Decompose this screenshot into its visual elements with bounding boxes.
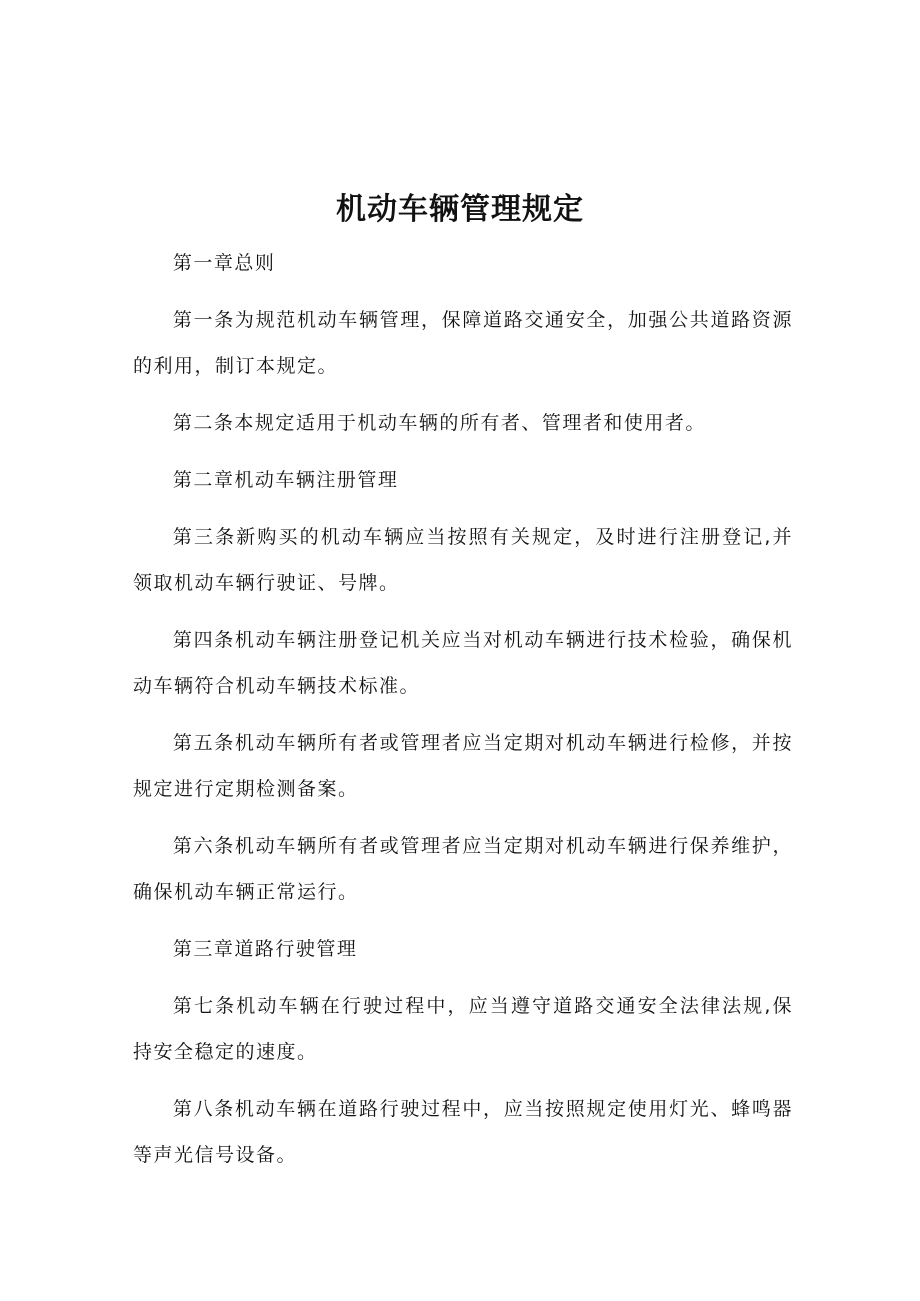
- article-paragraph: 第三条新购买的机动车辆应当按照有关规定，及时进行注册登记,并领取机动车辆行驶证、号牌。: [133, 526, 793, 594]
- chapter-heading: 第二章机动车辆注册管理: [172, 469, 399, 491]
- article-paragraph: 第四条机动车辆注册登记机关应当对机动车辆进行技术检验，确保机动车辆符合机动车辆技术标准。: [133, 629, 793, 697]
- article-paragraph: 第八条机动车辆在道路行驶过程中，应当按照规定使用灯光、蜂鸣器等声光信号设备。: [133, 1098, 793, 1166]
- article-paragraph: 第五条机动车辆所有者或管理者应当定期对机动车辆进行检修，并按规定进行定期检测备案。: [133, 732, 793, 800]
- article-paragraph: 第二条本规定适用于机动车辆的所有者、管理者和使用者。: [172, 412, 706, 434]
- chapter-heading: 第三章道路行驶管理: [172, 938, 358, 960]
- article-paragraph: 第六条机动车辆所有者或管理者应当定期对机动车辆进行保养维护，确保机动车辆正常运行。: [133, 835, 793, 903]
- article-paragraph: 第七条机动车辆在行驶过程中，应当遵守道路交通安全法律法规,保持安全稳定的速度。: [133, 995, 793, 1063]
- chapter-heading: 第一章总则: [172, 252, 276, 274]
- document-body: [133, 240, 793, 1189]
- document-title: 机动车辆管理规定: [336, 192, 584, 227]
- article-paragraph: 第一条为规范机动车辆管理，保障道路交通安全，加强公共道路资源的利用，制订本规定。: [133, 309, 793, 377]
